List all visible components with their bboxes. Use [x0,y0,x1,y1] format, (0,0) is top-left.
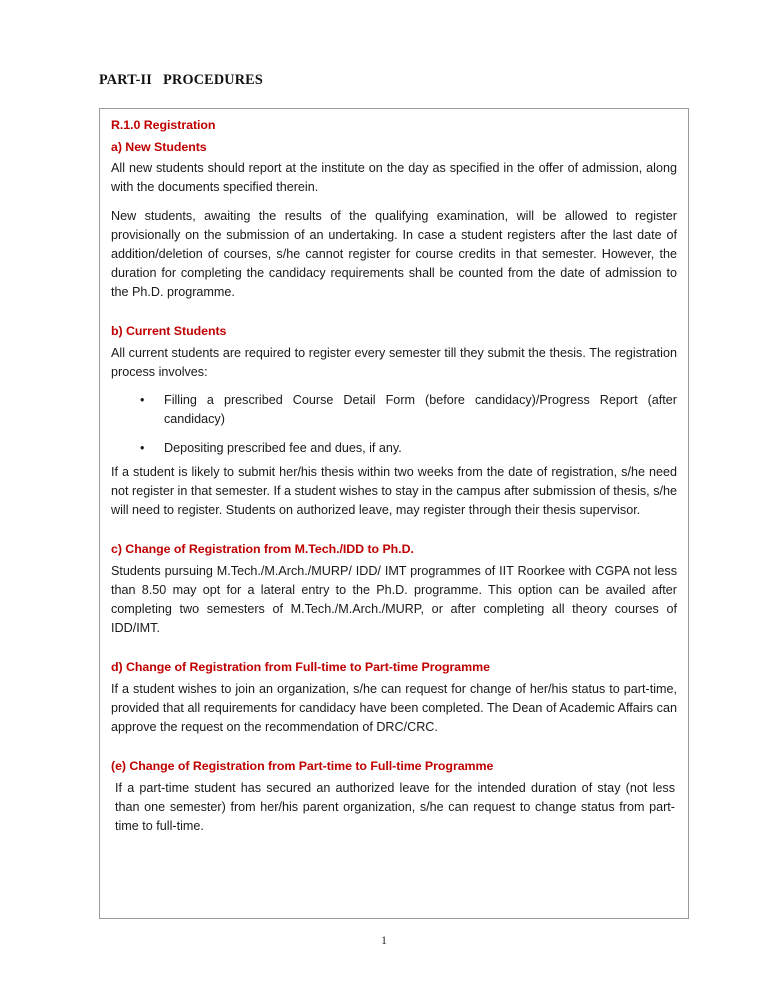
list-item [111,391,677,429]
registration-process-list [111,391,677,458]
section-heading-e-change-parttime-to-fulltime: (e) Change of Registration from Part-time to Full-time Programme [111,759,494,774]
list-item-label: Depositing prescribed fee and dues, if any. [164,441,402,456]
section-heading-c-change-mtech-to-phd: c) Change of Registration from M.Tech./IDD to Ph.D. [111,541,414,556]
page-number: 1 [381,933,387,947]
list-item [111,439,677,458]
bullet-icon: • [140,393,145,408]
paragraph-change-fulltime-to-parttime: If a student wishes to join an organization, s/he can request for change of her/his status to part-time, provided that all requirements for candidacy have been completed. The Dean of Academic Affairs can approve the request on the recommendation of DRC/CRC. [111,681,677,735]
paragraph-current-students-intro: All current students are required to register every semester till they submit the thesis. The registration process involves: [111,345,677,379]
list-item-label: Filling a prescribed Course Detail Form (before candidacy)/Progress Report (after candidacy) [164,393,677,427]
section-heading-r10-registration: R.1.0 Registration [111,118,216,132]
paragraph-current-students-closing: If a student is likely to submit her/his thesis within two weeks from the date of registration, s/he need not register in that semester. If a student wishes to stay in the campus after submission of thesis, s/he will need to register. Students on authorized leave, may register through their thesis supervisor. [111,464,677,517]
procedures-content-box [99,108,689,919]
paragraph-change-mtech-to-phd: Students pursuing M.Tech./M.Arch./MURP/ IDD/ IMT programmes of IIT Roorkee with CGPA not less than 8.50 may opt for a lateral entry to the Ph.D. programme. This option can be availed after completing two semesters of M.Tech./M.Arch./MURP, or after completing all theory courses of IDD/IMT. [111,563,677,636]
section-heading-a-new-students: a) New Students [111,139,207,154]
page-title: PART-II PROCEDURES [99,72,263,88]
bullet-icon: • [140,441,145,456]
section-heading-d-change-fulltime-to-parttime: d) Change of Registration from Full-time to Part-time Programme [111,660,490,675]
section-heading-b-current-students: b) Current Students [111,324,227,339]
paragraph-new-students-2: New students, awaiting the results of the qualifying examination, will be allowed to register provisionally on the submission of an undertaking. In case a student registers after the last date of addition/deletion of courses, s/he cannot register for course credits in that semester. However, the duration for completing the candidacy requirements shall be counted from the date of admission to the Ph.D. programme. [111,208,677,300]
paragraph-new-students-1: All new students should report at the institute on the day as specified in the offer of admission, along with the documents specified therein. [111,161,677,195]
paragraph-change-parttime-to-fulltime: If a part-time student has secured an authorized leave for the intended duration of stay (not less than one semester) from her/his parent organization, s/he can request to change status from part-time to full-time. [115,780,675,834]
